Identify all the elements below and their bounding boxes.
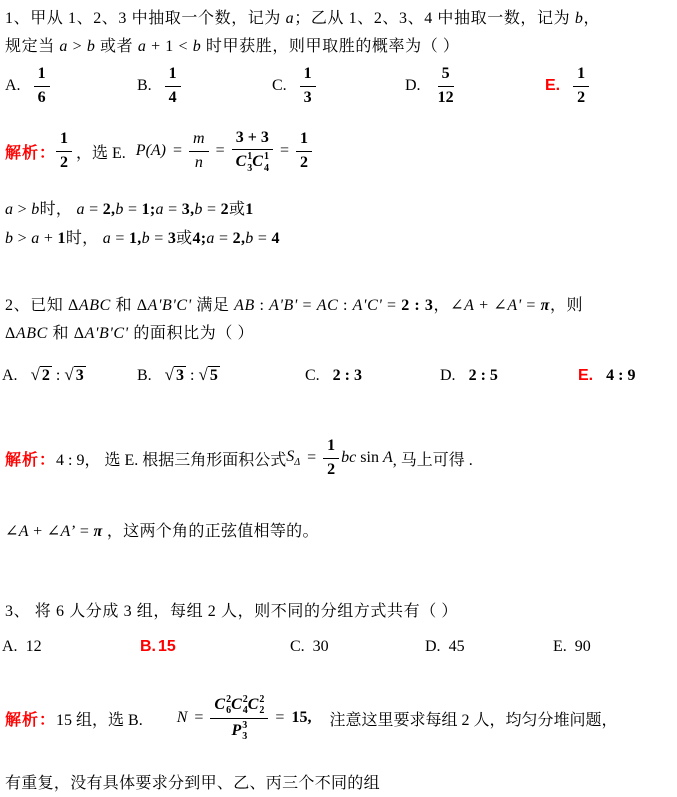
text-segment: : [254, 297, 270, 314]
text-segment: ， [433, 297, 451, 314]
text-segment: = [163, 201, 182, 218]
text-segment: 4 [271, 230, 280, 247]
text-segment: ；乙从 1、2、3、4 中抽取一数，记为 [294, 10, 575, 27]
text-segment: ∠ [46, 523, 61, 540]
option-label: B. [137, 367, 152, 384]
text-segment: 的面积比为（ ） [128, 325, 255, 342]
fraction-numerator: 1 [56, 129, 72, 152]
fraction [165, 64, 181, 109]
text-segment: = [521, 297, 541, 314]
option-label: D. [425, 638, 441, 655]
problem-1-option-c [272, 60, 316, 112]
solution-label: 解析： [5, 451, 57, 469]
problem-3-solution [5, 688, 617, 748]
text-segment: 时， [39, 201, 77, 218]
text-segment: b [141, 230, 150, 247]
text-segment: 和 [47, 325, 74, 342]
text-segment: 规定当 [5, 38, 60, 55]
text-segment: A [464, 297, 475, 314]
combination-c31 [236, 151, 253, 174]
text-segment: 3, [181, 201, 195, 218]
option-label: C. [305, 367, 320, 384]
subscript: 6 [226, 705, 232, 716]
subscript: 4 [263, 162, 269, 174]
problem-1-case-line-2 [5, 229, 280, 249]
option-label: A. [5, 77, 21, 94]
problem-1-option-a [5, 60, 50, 112]
option-label: A. [2, 638, 18, 655]
text-segment: 1 [57, 230, 66, 247]
text-segment: 时甲获胜，则甲取胜的概率为（ ） [201, 38, 460, 55]
problem-1-option-b [137, 60, 181, 112]
text-segment: a [5, 201, 14, 218]
solution-text: 4 : 9， 选 E. 根据三角形面积公式 [56, 451, 287, 469]
option-label: C. [290, 638, 305, 655]
option-label: E. [553, 638, 567, 655]
text-segment: = [149, 230, 168, 247]
fraction-numerator [210, 694, 268, 719]
text-segment: 1; [141, 201, 156, 218]
superscript: 3 [242, 719, 248, 731]
superscript: 1 [263, 151, 269, 163]
text-segment: 2, [102, 201, 116, 218]
combination-c41 [252, 151, 269, 174]
problem-3-statement-line-1 [5, 602, 458, 622]
text-segment: π [93, 523, 103, 540]
text-segment: A'B'C' [84, 325, 129, 342]
text-segment: A'B'C' [147, 297, 192, 314]
text-segment: > [68, 38, 87, 55]
solution-label: 解析： [5, 711, 57, 729]
text-segment: A'C' [352, 297, 383, 314]
text-segment: a [31, 230, 40, 247]
option-label: A. [2, 367, 18, 384]
text-segment: = [84, 201, 103, 218]
text-segment: a [155, 201, 164, 218]
fraction [573, 64, 589, 109]
half-fraction [323, 436, 339, 481]
problem-2-option-c [305, 361, 362, 391]
text-segment: 满足 [191, 297, 235, 314]
text-segment: 或者 [95, 38, 138, 55]
text-segment: A' [507, 297, 522, 314]
subscript: 3 [242, 731, 248, 742]
subscript: 2 [259, 705, 265, 716]
option-value: 30 [312, 638, 329, 655]
combination-base: C [247, 695, 259, 713]
problem-3-option-a [2, 636, 42, 658]
fraction-numerator: 1 [296, 129, 312, 152]
text-segment: √ 3 [164, 365, 185, 385]
option-value [31, 366, 86, 385]
option-label: B. [137, 77, 152, 94]
correct-option-label: E. [545, 77, 561, 94]
problem-2-option-a [2, 361, 86, 391]
text-segment: π [540, 297, 550, 314]
text-segment: ，这两个角的正弦值相等的。 [102, 523, 319, 540]
text-segment: √ 5 [198, 365, 218, 385]
fraction-denominator [232, 150, 273, 174]
problem-2-option-b [137, 361, 220, 391]
text-segment: 2 : 5 [468, 367, 498, 384]
text-segment: b [192, 38, 202, 55]
area-symbol [286, 448, 300, 468]
angle-variable: A [382, 449, 393, 466]
text-segment: + [39, 230, 58, 247]
area-base: S [286, 447, 295, 465]
problem-1-statement-line-1 [5, 9, 600, 29]
fraction-denominator: 6 [37, 88, 46, 106]
fraction-denominator: 12 [437, 88, 454, 106]
solution-choice-text: ，选 E. [76, 144, 126, 162]
combination-c22 [248, 694, 265, 717]
superscript: 2 [259, 693, 265, 705]
text-segment: Δ [68, 297, 79, 314]
bc-variables: bc [341, 449, 357, 466]
problem-3-note-line [5, 774, 380, 794]
text-segment: a [76, 201, 85, 218]
text-segment: 2、已知 [5, 297, 69, 314]
problem-3-option-b-correct [140, 636, 176, 658]
problem-3-options-row [0, 636, 677, 658]
text-segment: : [51, 367, 65, 385]
text-segment: 4; [192, 230, 207, 247]
text-segment: + 1 < [146, 38, 193, 55]
problem-2-note-line [5, 522, 319, 542]
text-segment: 1 [245, 201, 254, 218]
text-segment: = [253, 230, 272, 247]
text-segment: a [206, 230, 215, 247]
text-segment: A'B' [269, 297, 298, 314]
problem-2-statement-line-2 [5, 324, 254, 344]
correct-option-value: 15 [158, 638, 176, 655]
text-segment: 2 : 3 [332, 367, 362, 384]
text-segment: a [102, 230, 112, 247]
option-value: 90 [574, 638, 591, 655]
equals-sign: = [173, 142, 183, 159]
text-segment: ， [583, 10, 601, 27]
fraction-denominator: 4 [168, 88, 177, 106]
problem-1-option-e-correct [545, 60, 589, 112]
option-value [333, 367, 362, 385]
text-segment: A’ [60, 523, 76, 540]
fraction-numerator: 1 [573, 64, 589, 87]
option-label: D. [405, 77, 421, 94]
problem-3-option-c [290, 636, 329, 658]
fraction-numerator: 1 [323, 436, 339, 459]
fraction [434, 64, 458, 109]
result-fraction [296, 129, 312, 174]
option-label: C. [272, 77, 287, 94]
text-segment: 1、甲从 1、2、3 中抽取一个数，记为 [5, 10, 286, 27]
equals-sign: = [275, 709, 285, 726]
option-value: 12 [25, 638, 42, 655]
problem-2-solution [5, 432, 473, 484]
solution-tail: 注意这里要求每组 2 人，均匀分堆问题， [329, 711, 618, 729]
fraction-numerator: m [189, 129, 209, 152]
text-segment: = [75, 523, 94, 540]
text-segment: 2 [220, 201, 229, 218]
equals-sign: = [279, 142, 289, 159]
equals-sign: = [215, 142, 225, 159]
combination-base: C [214, 695, 226, 713]
fraction-counts [232, 128, 273, 175]
text-segment: > [13, 230, 32, 247]
text-segment: ∠ [450, 297, 465, 314]
correct-option-label: B. [140, 638, 156, 655]
text-segment: = [202, 201, 221, 218]
combination-base: C [252, 153, 263, 171]
text-segment: √ 3 [64, 365, 84, 385]
problem-2-statement-line-1 [5, 296, 583, 316]
text-segment: + [28, 523, 47, 540]
problem-2-option-d [440, 361, 498, 391]
solution-text: 15 组，选 B. [56, 711, 143, 729]
text-segment: ABC [78, 297, 111, 314]
text-segment: ，则 [549, 297, 584, 314]
option-value: 45 [448, 638, 465, 655]
text-segment: = [111, 230, 129, 247]
fraction-denominator: n [194, 153, 203, 171]
text-segment: ∠ [5, 523, 19, 540]
fraction-denominator: 2 [60, 153, 69, 171]
text-segment: b [245, 230, 254, 247]
text-segment: a [59, 38, 69, 55]
text-segment: Δ [136, 297, 148, 314]
option-value [469, 367, 498, 385]
text-segment: : [186, 367, 199, 385]
text-segment: 3 [167, 230, 177, 247]
area-subscript: Δ [294, 457, 301, 469]
problem-1-case-line-1 [5, 200, 254, 220]
text-segment: b [31, 201, 40, 218]
text-segment: 2 : 3 [401, 297, 434, 314]
text-segment: b [194, 201, 203, 218]
text-segment: + [474, 297, 494, 314]
answer-fraction [56, 129, 72, 174]
fraction-denominator: 2 [300, 153, 308, 171]
text-segment: AB [234, 297, 255, 314]
sin-function: sin [360, 449, 379, 466]
fraction-denominator [228, 719, 252, 743]
equals-sign: = [194, 709, 204, 726]
text-segment: b [5, 230, 14, 247]
text-segment: 或 [176, 230, 193, 247]
combination-c42 [231, 694, 248, 717]
fraction [34, 64, 50, 109]
fraction-numerator: 1 [34, 64, 50, 87]
fraction-denominator: 2 [577, 88, 586, 106]
text-segment: 时， [65, 230, 103, 247]
text-segment: 3、 将 6 人分成 3 组，每组 2 人，则不同的分组方式共有（ ） [5, 603, 459, 620]
result-value: 15, [291, 709, 312, 726]
text-segment: b [86, 38, 96, 55]
superscript: 2 [226, 693, 232, 705]
text-segment: = [123, 201, 142, 218]
fraction-numerator: 3 + 3 [232, 128, 273, 151]
text-segment: 4 : 9 [606, 367, 636, 384]
grouping-fraction [210, 694, 268, 743]
text-segment: 和 [110, 297, 137, 314]
text-segment: ABC [15, 325, 48, 342]
fraction-numerator: 1 [300, 64, 316, 87]
n-variable: N [176, 709, 188, 726]
permutation-p33 [232, 720, 248, 743]
problem-3-option-e [553, 636, 591, 658]
combination-c62 [214, 694, 231, 717]
permutation-base: P [231, 721, 242, 739]
text-segment: √ 2 [30, 365, 50, 385]
text-segment: b [574, 10, 584, 27]
superscript: 2 [242, 693, 248, 705]
formula-lhs: P(A) [135, 142, 166, 159]
fraction-denominator: 3 [303, 88, 312, 106]
text-segment: ∠ [493, 297, 508, 314]
solution-tail: , 马上可得 . [392, 451, 473, 469]
fraction-m-n [189, 129, 209, 174]
text-segment: 或 [228, 201, 246, 218]
text-segment: = [214, 230, 233, 247]
equals-sign: = [307, 449, 317, 466]
combination-base: C [231, 695, 242, 713]
text-segment: A [18, 523, 29, 540]
text-segment: = [297, 297, 317, 314]
text-segment: = [382, 297, 402, 314]
text-segment: Δ [5, 325, 16, 342]
problem-1-statement-line-2 [5, 37, 460, 57]
text-segment: Δ [73, 325, 85, 342]
subscript: 4 [242, 705, 248, 716]
superscript: 1 [247, 151, 253, 163]
text-segment: AC [316, 297, 339, 314]
text-segment: a [285, 10, 295, 27]
problem-2-options-row [0, 361, 677, 391]
option-value [165, 366, 220, 385]
text-segment: 2, [232, 230, 246, 247]
text-segment: 1, [128, 230, 142, 247]
text-segment: 有重复，没有具体要求分到甲、乙、丙三个不同的组 [5, 775, 380, 792]
correct-option-label: E. [578, 367, 594, 384]
problem-3-option-d [425, 636, 465, 658]
problem-1-option-d [405, 60, 458, 112]
combination-base: C [235, 153, 247, 171]
problem-2-option-e-correct [578, 361, 635, 391]
subscript: 3 [247, 162, 253, 174]
problem-1-options-row [0, 60, 677, 112]
text-segment: : [338, 297, 353, 314]
text-segment: > [13, 201, 32, 218]
text-segment: b [115, 201, 124, 218]
option-value [606, 367, 635, 385]
solution-label: 解析： [5, 144, 57, 162]
fraction-numerator: 1 [165, 64, 181, 87]
text-segment: a [137, 38, 147, 55]
fraction-denominator: 2 [327, 460, 336, 478]
fraction-numerator: 5 [438, 64, 454, 87]
option-label: D. [440, 367, 456, 384]
fraction [300, 64, 316, 109]
problem-1-solution [5, 122, 312, 180]
